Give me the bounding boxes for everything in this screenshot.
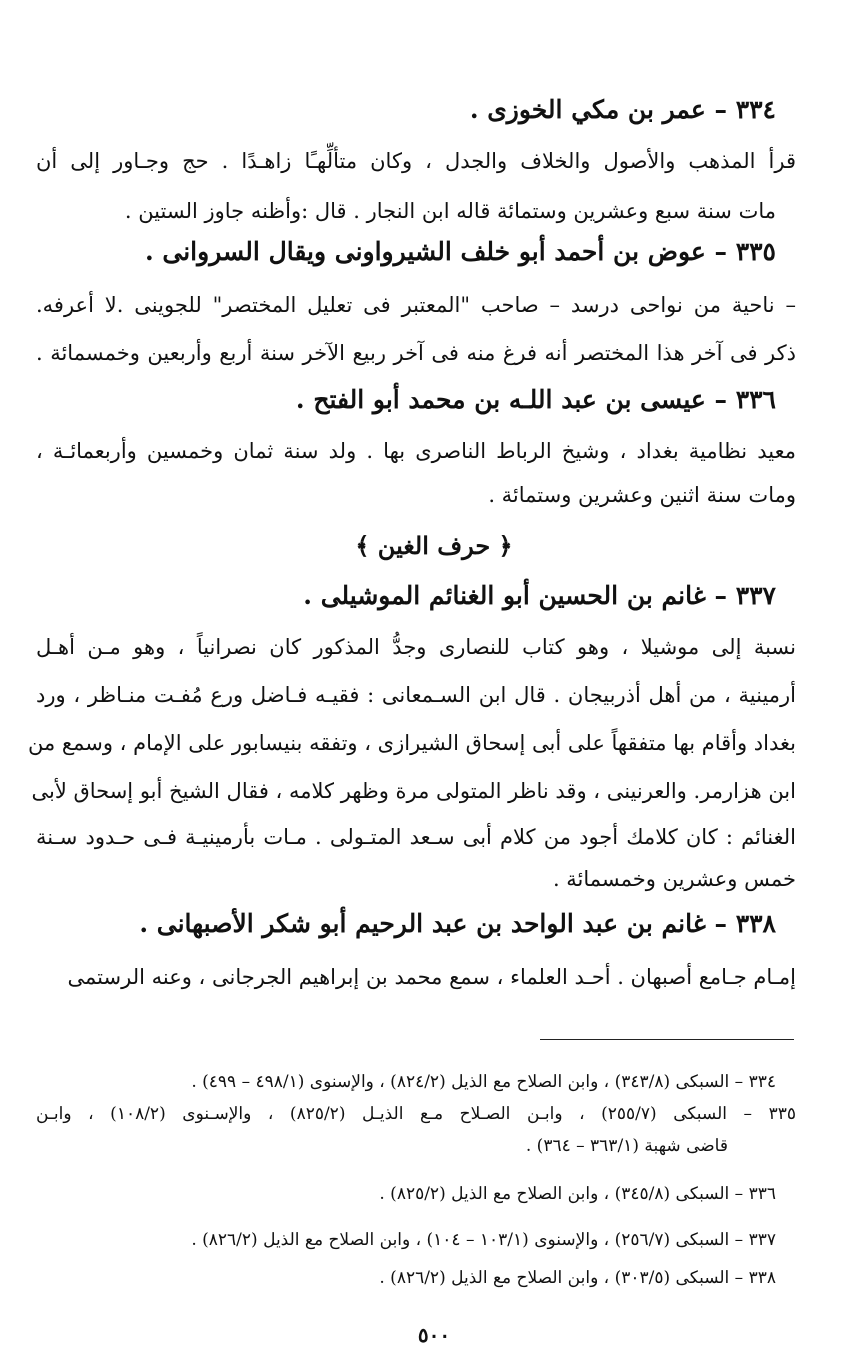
entry-334-line-2: مات سنة سبع وعشرين وستمائة قاله ابن النجار . قال :وأظنه جاوز الستين . xyxy=(124,199,776,223)
page-number: ٥٠٠ xyxy=(417,1323,451,1347)
entry-337-line-3: بغداد وأقام بها متفقهاً على أبى إسحاق الشيرازى ، وتفقه بنيسابور على الإمام ، وسمع من xyxy=(28,731,796,755)
entry-336-line-1: معيد نظامية بغداد ، وشيخ الرباط الناصرى بها . ولد سنة ثمان وخمسين وأربعمائـة ، xyxy=(36,439,796,463)
entry-338-line-1: إمـام جـامع أصبهان . أحـد العلماء ، سمع محمد بن إبراهيم الجرجانى ، وعنه الرستمى xyxy=(67,965,796,989)
entry-335-line-1: – ناحية من نواحى درسد – صاحب "المعتبر فى تعليل المختصر" للجوينى .لا أعرفه. xyxy=(36,293,796,317)
entry-337-line-1: نسبة إلى موشيلا ، وهو كتاب للنصارى وجدُّ المذكور كان نصرانياً ، وهو مـن أهـل xyxy=(36,635,796,659)
entry-334-line-1: قرأ المذهب والأصول والخلاف والجدل ، وكان متألِّهـًا زاهـدًا . حج وجـاور إلى أن xyxy=(36,149,796,173)
entry-heading-337: ٣٣٧ – غانم بن الحسين أبو الغنائم الموشيلى . xyxy=(303,581,776,610)
entry-heading-336: ٣٣٦ – عيسى بن عبد اللـه بن محمد أبو الفتح . xyxy=(295,385,776,414)
footnote-335-continuation: قاضى شهبة (٣٦٣/١ – ٣٦٤) . xyxy=(525,1136,728,1156)
footnote-335: ٣٣٥ – السبكى (٢٥٥/٧) ، وابـن الصـلاح مـع الذيـل (٨٢٥/٢) ، والإسـنوى (١٠٨/٢) ، وابـن xyxy=(36,1104,796,1124)
footnote-337: ٣٣٧ – السبكى (٢٥٦/٧) ، والإسنوى (١٠٣/١ – ١٠٤) ، وابن الصلاح مع الذيل (٨٢٦/٢) . xyxy=(191,1230,776,1250)
entry-337-line-4: ابن هزارمر. والعرنينى ، وقد ناظر المتولى مرة وظهر كلامه ، فقال الشيخ أبو إسحاق لأبى xyxy=(31,779,796,803)
footnote-divider xyxy=(540,1039,794,1040)
footnote-334: ٣٣٤ – السبكى (٣٤٣/٨) ، وابن الصلاح مع الذيل (٨٢٤/٢) ، والإسنوى (٤٩٨/١ – ٤٩٩) . xyxy=(191,1072,776,1092)
entry-337-line-2: أرمينية ، من أهل أذربيجان . قال ابن السـمعانى : فقيـه فـاضل ورع مُفـت منـاظر ، ورد xyxy=(36,683,796,707)
section-title-ghayn: ﴿ حرف الغين ﴾ xyxy=(355,531,513,560)
entry-336-line-2: ومات سنة اثنين وعشرين وستمائة . xyxy=(488,483,796,507)
entry-heading-338: ٣٣٨ – غانم بن عبد الواحد بن عبد الرحيم أبو شكر الأصبهانى . xyxy=(139,909,776,938)
entry-337-line-6: خمس وعشرين وخمسمائة . xyxy=(552,867,796,891)
footnote-336: ٣٣٦ – السبكى (٣٤٥/٨) ، وابن الصلاح مع الذيل (٨٢٥/٢) . xyxy=(379,1184,776,1204)
entry-337-line-5: الغنائم : كان كلامك أجود من كلام أبى سـعد المتـولى . مـات بأرمينيـة فـى حـدود سـنة xyxy=(36,825,796,849)
footnote-338: ٣٣٨ – السبكى (٣٠٣/٥) ، وابن الصلاح مع الذيل (٨٢٦/٢) . xyxy=(379,1268,776,1288)
entry-335-line-2: ذكر فى آخر هذا المختصر أنه فرغ منه فى آخر ربيع الآخر سنة أربع وأربعين وخمسمائة . xyxy=(36,341,796,365)
entry-heading-335: ٣٣٥ – عوض بن أحمد أبو خلف الشيرواونى ويقال السروانى . xyxy=(144,237,776,266)
entry-heading-334: ٣٣٤ – عمر بن مكي الخوزى . xyxy=(469,95,776,124)
